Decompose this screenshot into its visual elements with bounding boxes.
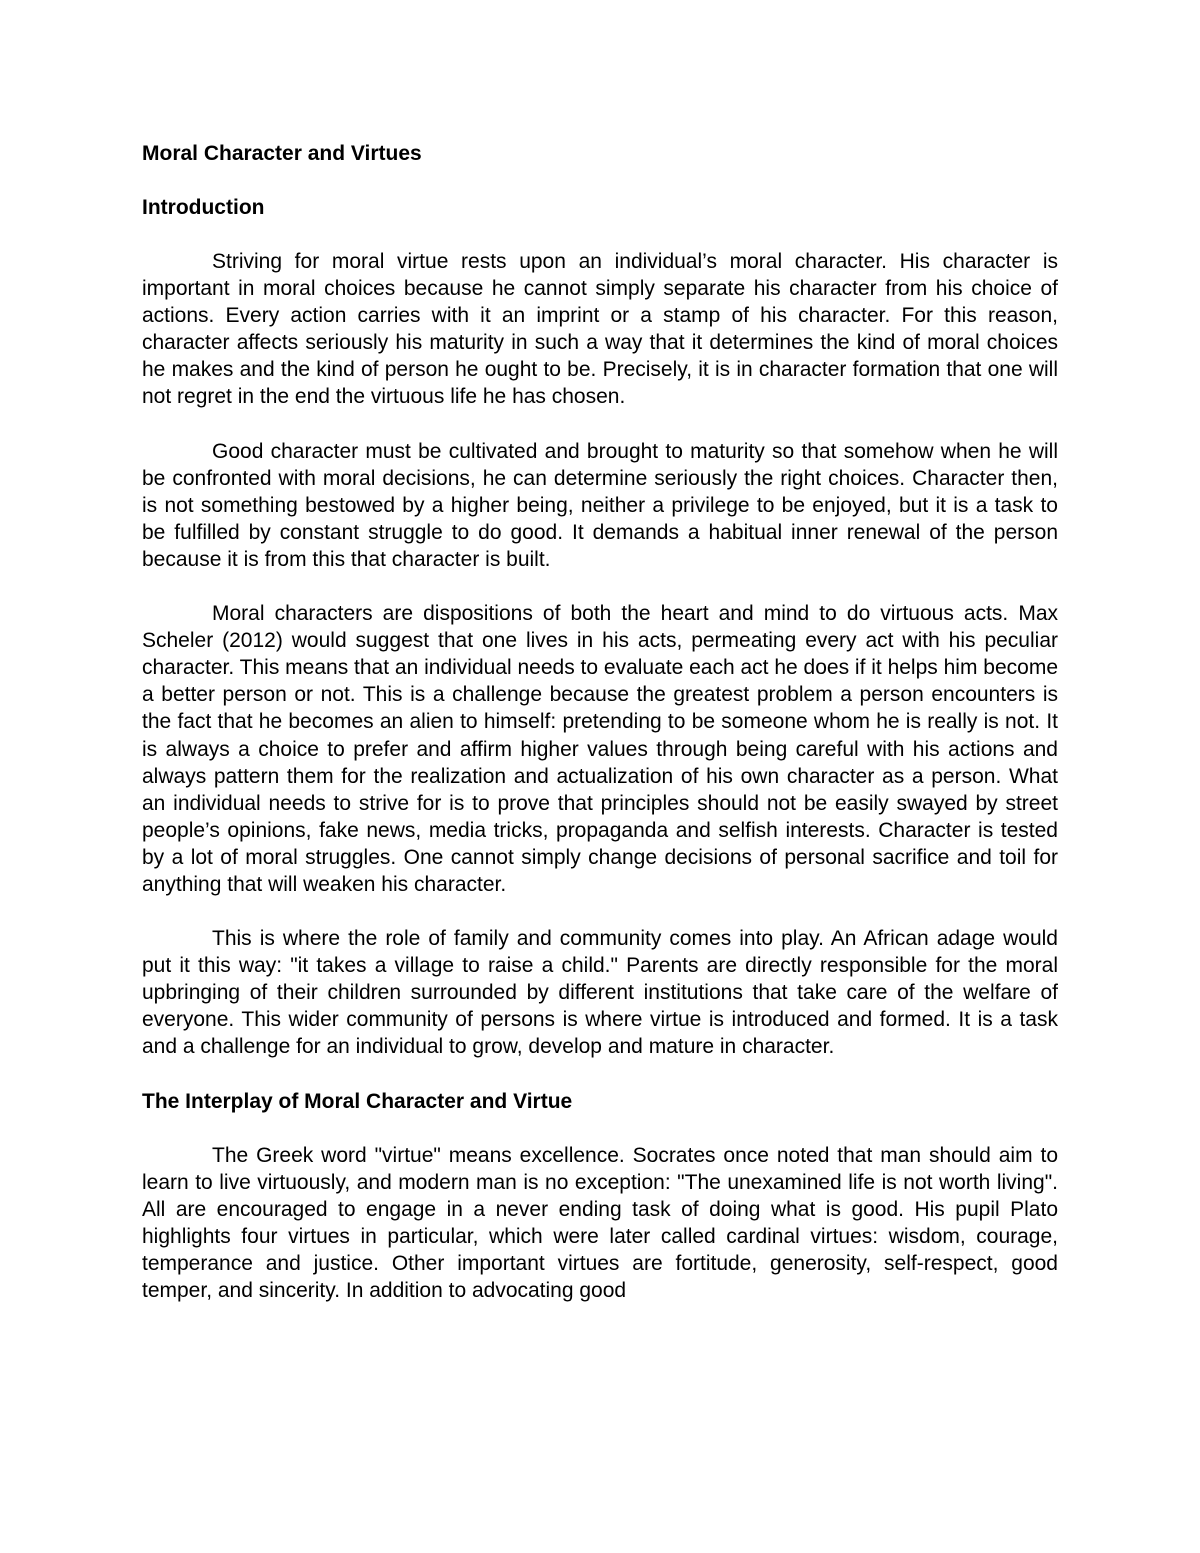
paragraph: The Greek word "virtue" means excellence. Socrates once noted that man should aim to learn to live virtuously, and modern man is no exception: "The unexamined life is not worth living". All are encouraged to engage in a never ending task of doing what is good. His pupil Plato highlights four virtues in particular, which were later called cardinal virtues: wisdom, courage, temperance and justice. Other important virtues are fortitude, generosity, self-respect, good temper, and sincerity. In addition to advocating good [142,1143,1058,1302]
paragraph: This is where the role of family and community comes into play. An African adage would put it this way: "it takes a village to raise a child." Parents are directly responsible for the moral upbringing of their children surrounded by different institutions that take care of the welfare of everyone. This wider community of persons is where virtue is introduced and formed. It is a task and a challenge for an individual to grow, develop and mature in character. [142,927,1058,1059]
paragraph: Striving for moral virtue rests upon an individual’s moral character. His character is important in moral choices because he cannot simply separate his character from his choice of actions. Every action carries with it an imprint or a stamp of his character. For this reason, character affects seriously his maturity in such a way that it determines the kind of moral choices he makes and the kind of person he ought to be. Precisely, it is in character formation that one will not regret in the end the virtuous life he has chosen. [142,250,1058,409]
section-heading-interplay: The Interplay of Moral Character and Virtue [142,1089,573,1113]
section-heading-introduction: Introduction [142,196,265,219]
document-page [142,140,1058,1304]
document-title: Moral Character and Virtues [142,142,422,165]
paragraph: Good character must be cultivated and brought to maturity so that somehow when he will be confronted with moral decisions, he can determine seriously the right choices. Character then, is not something bestowed by a higher being, neither a privilege to be enjoyed, but it is a task to be fulfilled by constant struggle to do good. It demands a habitual inner renewal of the person because it is from this that character is built. [142,439,1058,571]
paragraph: Moral characters are dispositions of both the heart and mind to do virtuous acts. Max Scheler (2012) would suggest that one lives in his acts, permeating every act with his peculiar character. This means that an individual needs to evaluate each act he does if it helps him become a better person or not. This is a challenge because the greatest problem a person encounters is the fact that he becomes an alien to himself: pretending to be someone whom he is really is not. It is always a choice to prefer and affirm higher values through being careful with his actions and always pattern them for the realization and actualization of his own character as a person. What an individual needs to strive for is to prove that principles should not be easily swayed by street people’s opinions, fake news, media tricks, propaganda and selfish interests. Character is tested by a lot of moral struggles. One cannot simply change decisions of personal sacrifice and toil for anything that will weaken his character. [142,602,1058,896]
